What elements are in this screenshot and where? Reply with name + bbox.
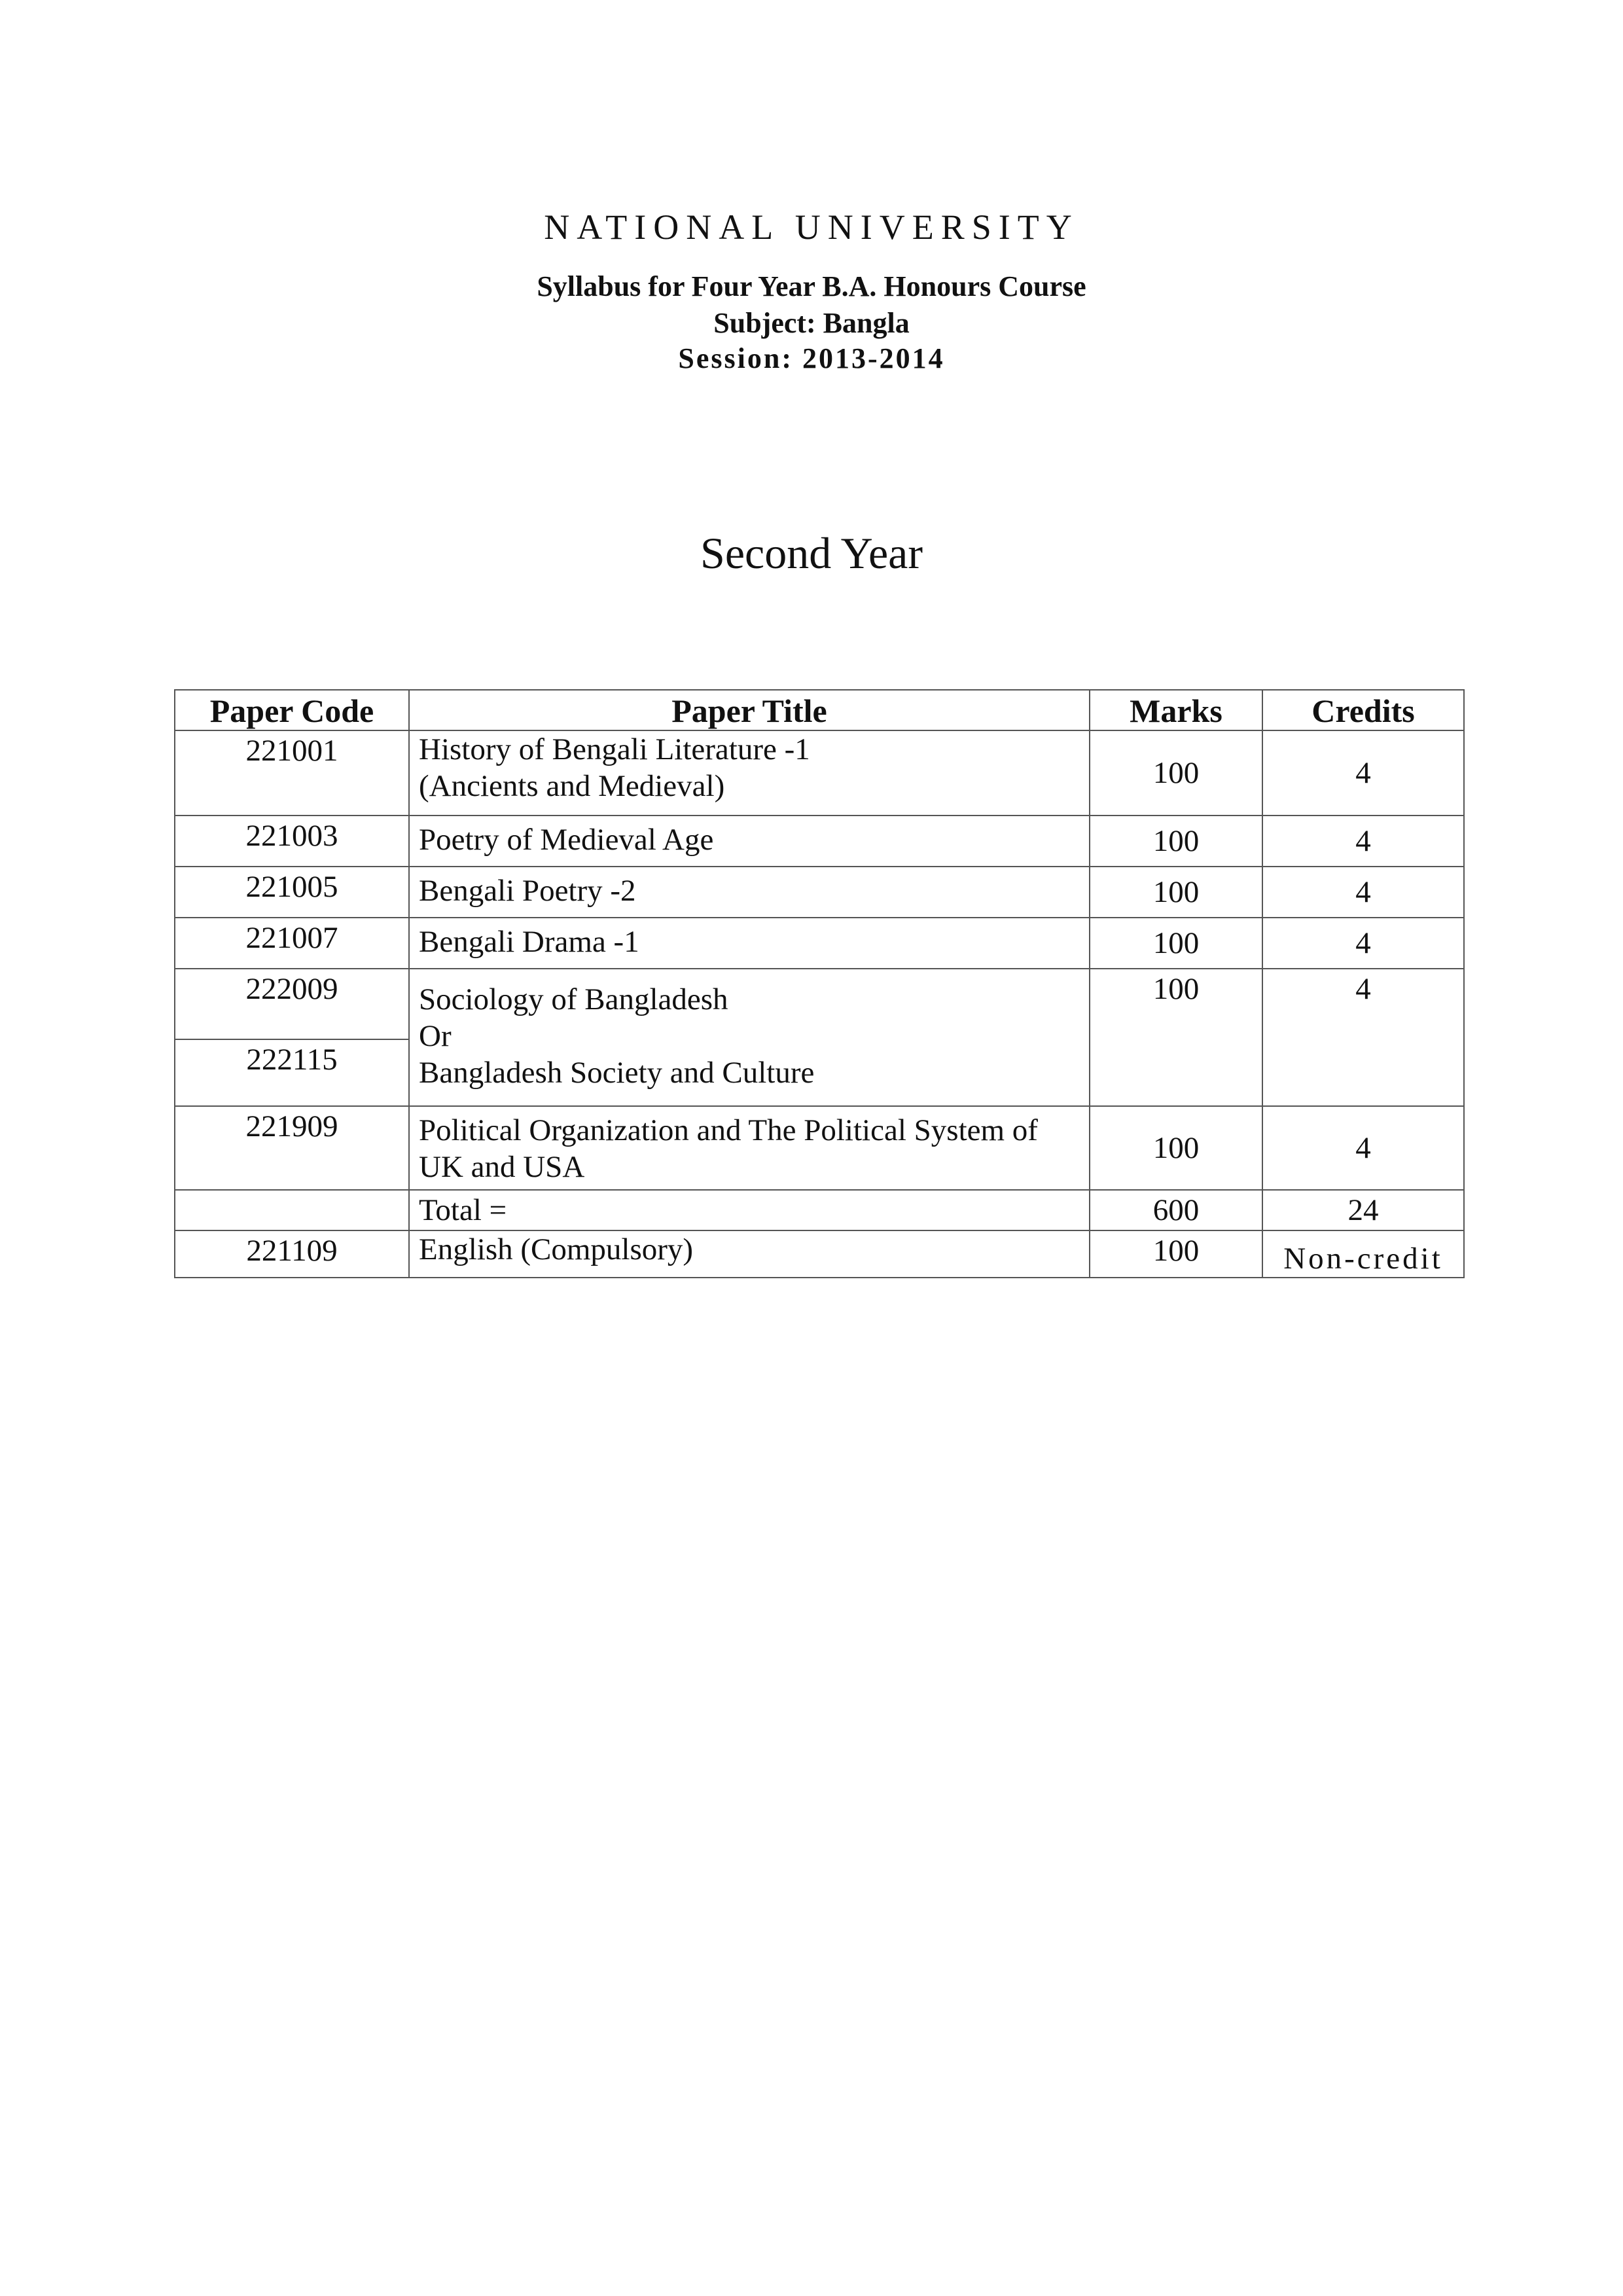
paper-marks: 100: [1090, 918, 1262, 969]
subject-line: Subject: Bangla: [713, 307, 910, 339]
paper-code-empty: [175, 1190, 409, 1230]
paper-title-line: (Ancients and Medieval): [419, 769, 725, 803]
paper-code: 221007: [175, 918, 409, 969]
paper-title-line: History of Bengali Literature -1: [419, 732, 810, 766]
paper-title: Bengali Poetry -2: [409, 867, 1090, 918]
table-row: [175, 1106, 1464, 1190]
paper-title: English (Compulsory): [409, 1230, 1090, 1278]
paper-credits: Non-credit: [1262, 1230, 1464, 1278]
table-row: [175, 730, 1464, 816]
section-title: Second Year: [700, 528, 923, 578]
paper-title: [409, 969, 1090, 1106]
table-row: [175, 918, 1464, 969]
table-row-total: [175, 1190, 1464, 1230]
paper-marks: 100: [1090, 969, 1262, 1106]
total-credits: 24: [1262, 1190, 1464, 1230]
syllabus-title: Syllabus for Four Year B.A. Honours Course: [537, 270, 1086, 302]
paper-credits: 4: [1262, 730, 1464, 816]
total-label: Total =: [409, 1190, 1090, 1230]
paper-code: 222009: [175, 969, 408, 1040]
session-line: Session: 2013-2014: [678, 342, 945, 374]
paper-code: 221001: [175, 730, 409, 816]
paper-title-line: Sociology of Bangladesh: [419, 982, 728, 1016]
paper-code: 221005: [175, 867, 409, 918]
paper-marks: 100: [1090, 816, 1262, 867]
paper-code: 221003: [175, 816, 409, 867]
paper-code-pair: [175, 969, 409, 1106]
table-row: [175, 816, 1464, 867]
header-credits: Credits: [1262, 690, 1464, 730]
paper-marks: 100: [1090, 1106, 1262, 1190]
table-row: [175, 1230, 1464, 1278]
paper-title-or: Or: [419, 1019, 452, 1053]
paper-credits: 4: [1262, 1106, 1464, 1190]
syllabus-table: [174, 689, 1465, 1278]
paper-marks: 100: [1090, 1230, 1262, 1278]
header-marks: Marks: [1090, 690, 1262, 730]
paper-marks: 100: [1090, 867, 1262, 918]
paper-credits: 4: [1262, 969, 1464, 1106]
table-row: [175, 867, 1464, 918]
paper-title: [409, 730, 1090, 816]
paper-code: 222115: [246, 1043, 338, 1077]
table-row: [175, 969, 1464, 1106]
paper-title-line: Political Organization and The Political System of: [419, 1113, 1038, 1147]
paper-credits: 4: [1262, 867, 1464, 918]
paper-title: Bengali Drama -1: [409, 918, 1090, 969]
total-marks: 600: [1090, 1190, 1262, 1230]
university-name: NATIONAL UNIVERSITY: [544, 207, 1079, 247]
paper-credits: 4: [1262, 816, 1464, 867]
paper-title-line: UK and USA: [419, 1150, 585, 1184]
paper-code: 221109: [175, 1230, 409, 1278]
paper-title-line: Bangladesh Society and Culture: [419, 1056, 815, 1090]
paper-code: 221909: [175, 1106, 409, 1190]
header-paper-code: Paper Code: [175, 690, 409, 730]
paper-credits: 4: [1262, 918, 1464, 969]
paper-title: Poetry of Medieval Age: [409, 816, 1090, 867]
table-header-row: [175, 690, 1464, 730]
header-paper-title: Paper Title: [409, 690, 1090, 730]
paper-title: [409, 1106, 1090, 1190]
paper-marks: 100: [1090, 730, 1262, 816]
